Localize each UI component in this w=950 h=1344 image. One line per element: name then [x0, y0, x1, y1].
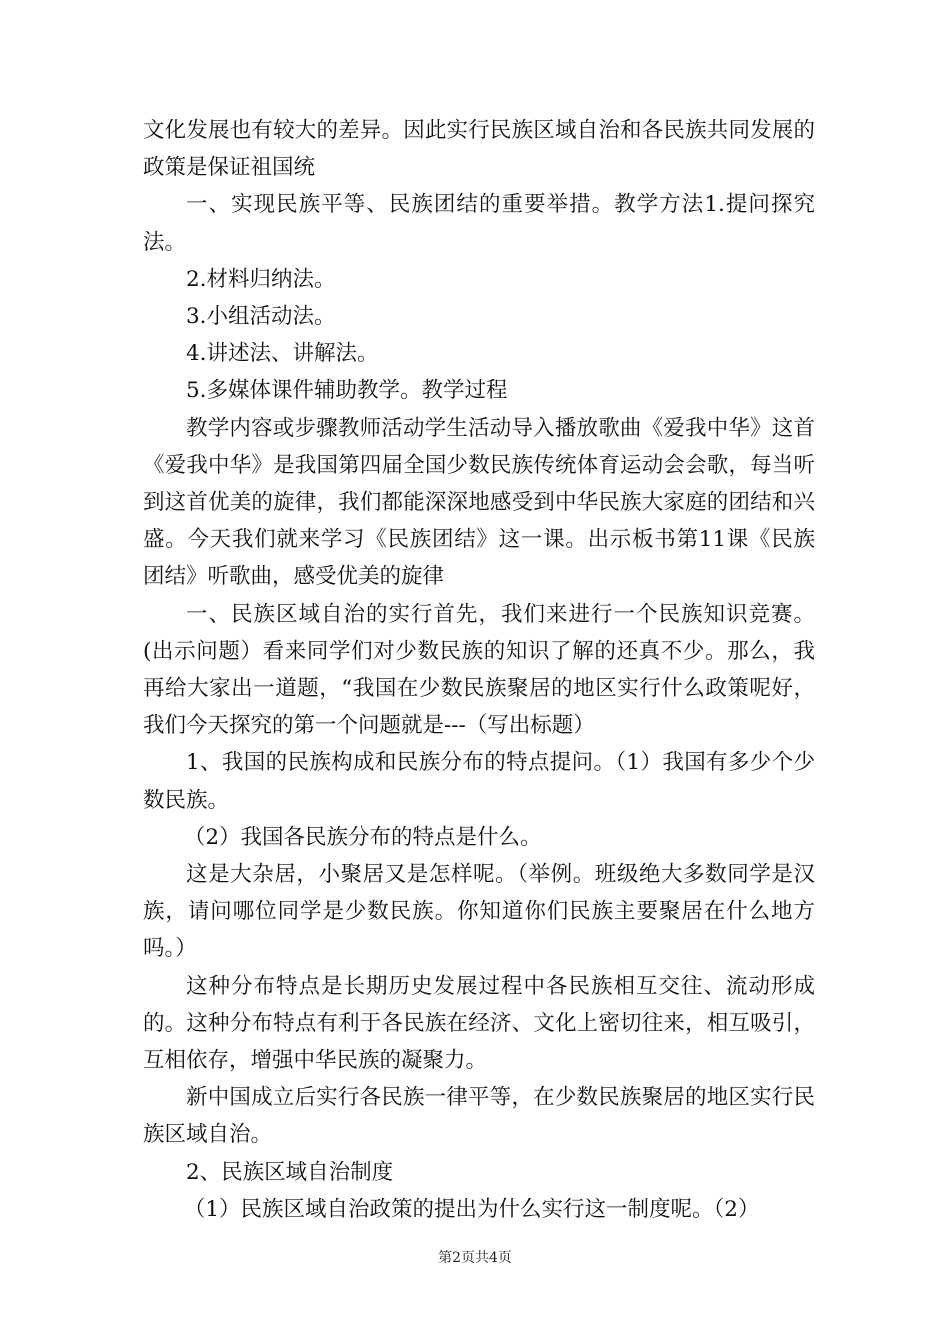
document-body — [143, 112, 815, 1228]
paragraph-4: 3.小组活动法。 — [186, 304, 336, 330]
paragraph-7: 教学内容或步骤教师活动学生活动导入播放歌曲《爱我中华》这首《爱我中华》是我国第四届全国少数民族传统体育运动会会歌，每当听到这首优美的旋律，我们都能深深地感受到中华民族大家庭的团结和兴盛。今天我们就来学习《民族团结》这一课。出示板书第11课《民族团结》听歌曲，感受优美的旋律 — [143, 415, 815, 590]
paragraph-3: 2.材料归纳法。 — [186, 266, 336, 292]
paragraph-8: 一、民族区域自治的实行首先，我们来进行一个民族知识竞赛。(出示问题）看来同学们对少数民族的知识了解的还真不少。那么，我再给大家出一道题，“我国在少数民族聚居的地区实行什么政策呢好，我们今天探究的第一个问题就是---（写出标题） — [143, 601, 815, 739]
paragraph-9: 1、我国的民族构成和民族分布的特点提问。（1）我国有多少个少数民族。 — [143, 750, 815, 813]
paragraph-10: （2）我国各民族分布的特点是什么。 — [183, 824, 542, 850]
paragraph-13: 新中国成立后实行各民族一律平等，在少数民族聚居的地区实行民族区域自治。 — [143, 1085, 815, 1148]
page-number-footer: 第2页共4页 — [438, 1250, 512, 1266]
paragraph-11: 这是大杂居，小聚居又是怎样呢。（举例。班级绝大多数同学是汉族，请问哪位同学是少数民族。你知道你们民族主要聚居在什么地方吗。） — [143, 862, 815, 962]
paragraph-5: 4.讲述法、讲解法。 — [186, 341, 379, 367]
paragraph-1: 文化发展也有较大的差异。因此实行民族区域自治和各民族共同发展的政策是保证祖国统 — [143, 118, 815, 181]
paragraph-12: 这种分布特点是长期历史发展过程中各民族相互交往、流动形成的。这种分布特点有利于各民族在经济、文化上密切往来，相互吸引，互相依存，增强中华民族的凝聚力。 — [143, 973, 815, 1074]
paragraph-6: 5.多媒体课件辅助教学。教学过程 — [186, 378, 508, 404]
paragraph-2: 一、实现民族平等、民族团结的重要举措。教学方法1.提问探究法。 — [143, 192, 815, 255]
paragraph-14: 2、民族区域自治制度 — [186, 1159, 394, 1185]
paragraph-15: （1）民族区域自治政策的提出为什么实行这一制度呢。（2） — [183, 1196, 760, 1222]
